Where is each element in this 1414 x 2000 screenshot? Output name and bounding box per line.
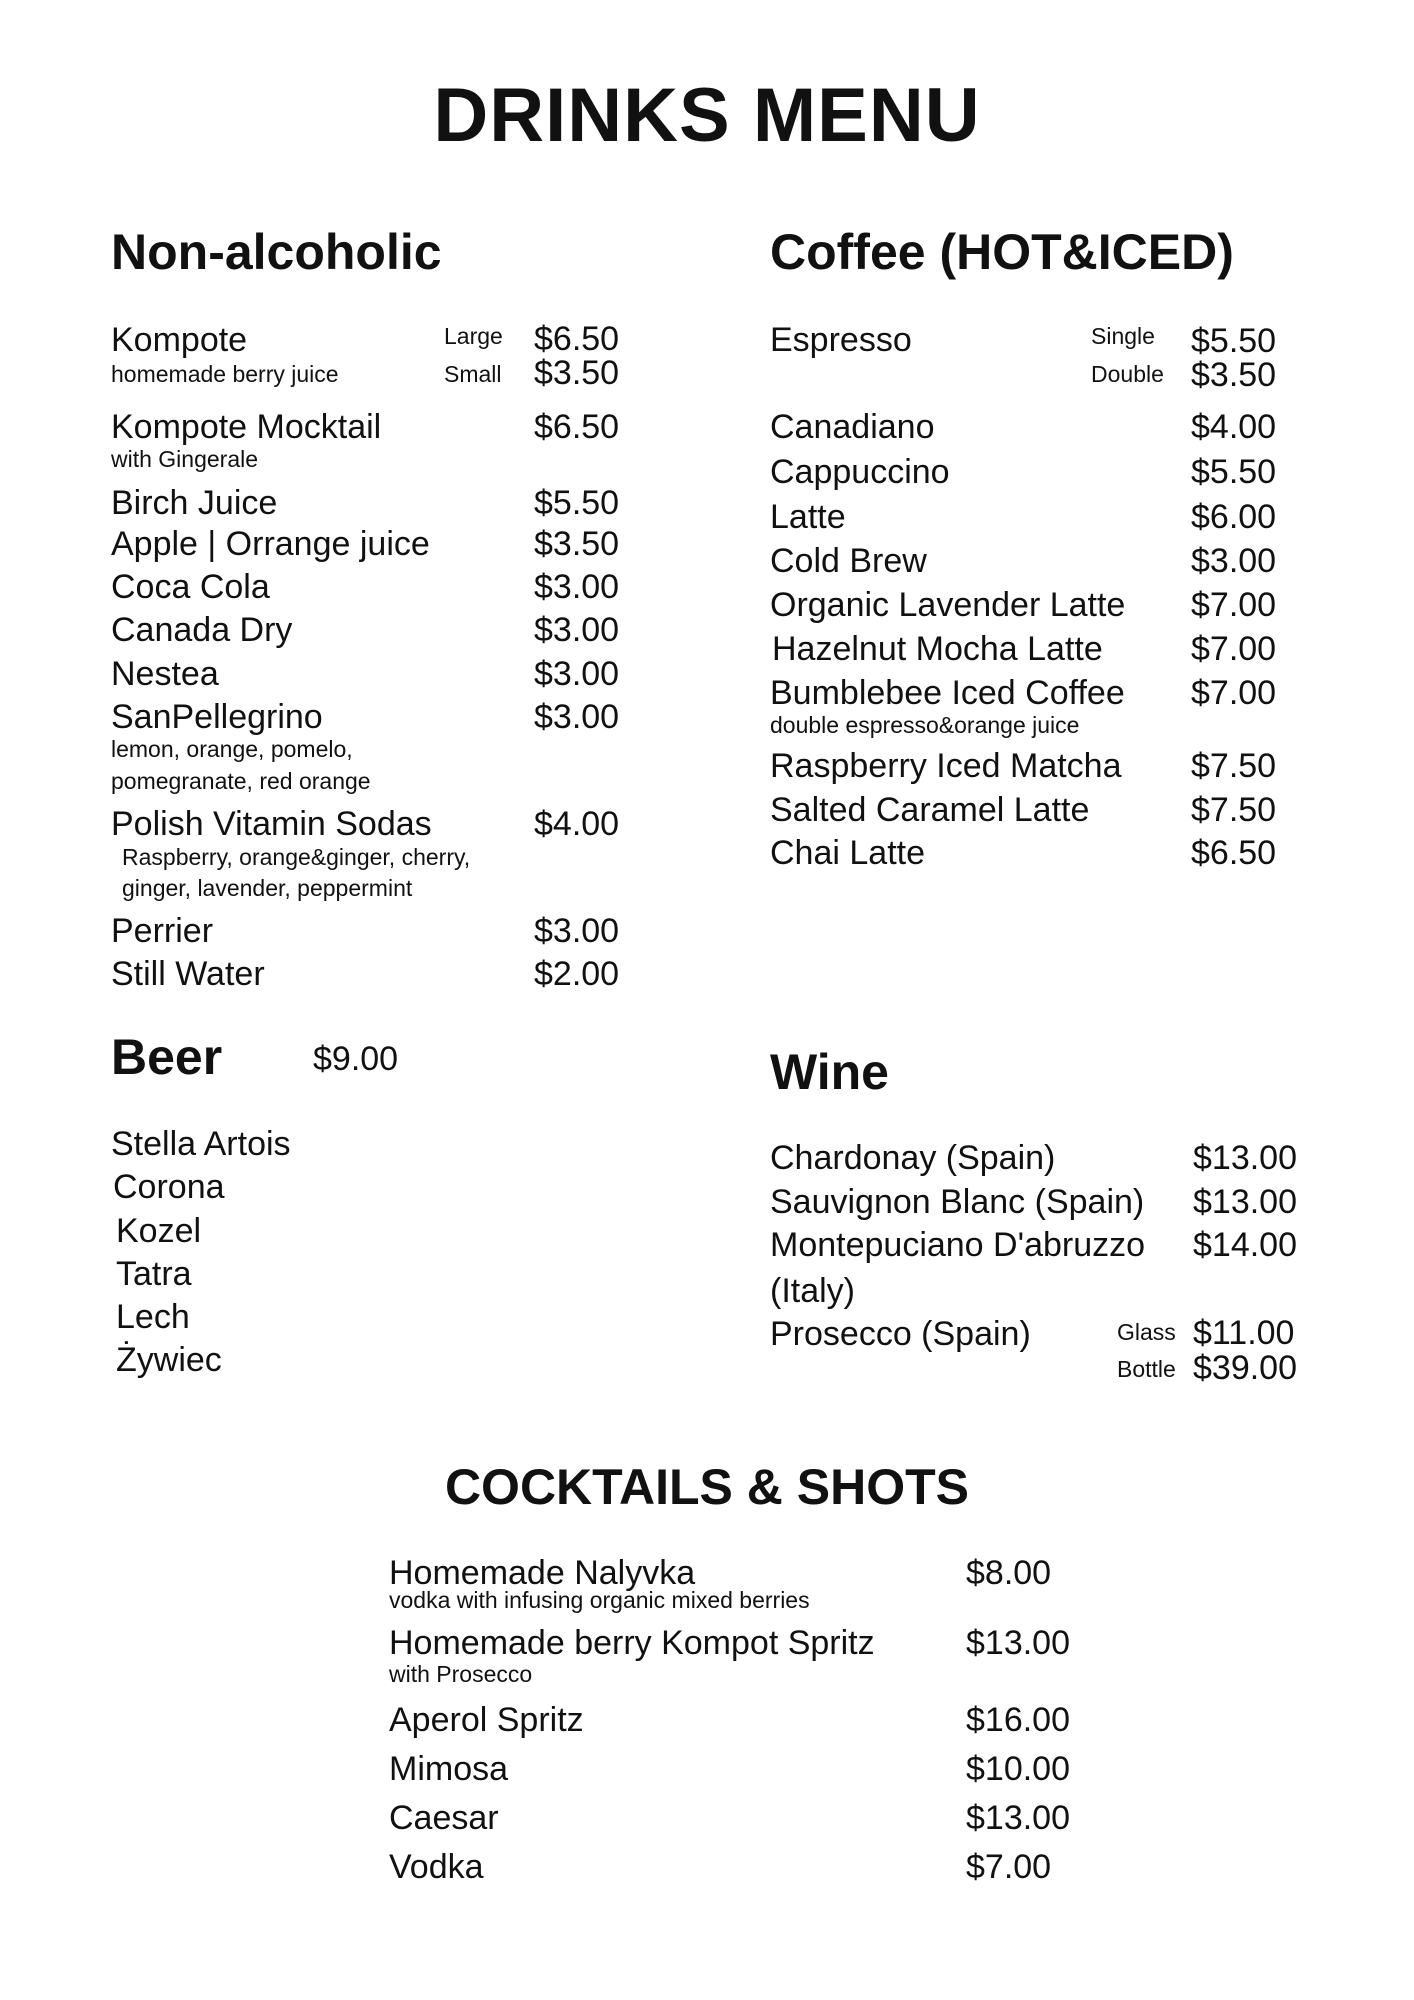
still-water-price: $2.00: [534, 955, 620, 993]
sauvignon-blanc-name: Sauvignon Blanc (Spain): [770, 1183, 1145, 1221]
kompot-spritz-desc: with Prosecco: [389, 1661, 533, 1687]
canada-dry-price: $3.00: [534, 611, 620, 649]
polish-vitamin-sodas-name: Polish Vitamin Sodas: [111, 805, 432, 843]
espresso-size-double: Double: [1091, 361, 1164, 387]
lavender-latte-name: Organic Lavender Latte: [770, 586, 1126, 624]
birch-juice-price: $5.50: [534, 484, 620, 522]
prosecco-name: Prosecco (Spain): [770, 1315, 1031, 1353]
beer-item: Corona: [113, 1168, 225, 1206]
kompote-size-large: Large: [444, 323, 503, 349]
apple-orange-juice-price: $3.50: [534, 525, 620, 563]
salted-caramel-latte-price: $7.50: [1191, 791, 1277, 829]
prosecco-size-bottle: Bottle: [1117, 1356, 1176, 1382]
bumblebee-iced-coffee-desc: double espresso&orange juice: [770, 712, 1080, 738]
still-water-name: Still Water: [111, 955, 265, 993]
beer-item: Tatra: [116, 1255, 192, 1293]
kompote-size-small: Small: [444, 361, 502, 387]
chardonay-price: $13.00: [1193, 1139, 1297, 1177]
kompot-spritz-name: Homemade berry Kompot Spritz: [389, 1624, 875, 1662]
aperol-spritz-name: Aperol Spritz: [389, 1701, 584, 1739]
kompote-mocktail-name: Kompote Mocktail: [111, 408, 382, 446]
canadiano-name: Canadiano: [770, 408, 935, 446]
bumblebee-iced-coffee-price: $7.00: [1191, 674, 1277, 712]
perrier-name: Perrier: [111, 912, 214, 950]
homemade-nalyvka-price: $8.00: [966, 1554, 1052, 1592]
espresso-price-double: $3.50: [1191, 356, 1277, 394]
sanpellegrino-name: SanPellegrino: [111, 698, 323, 736]
cocktails-heading: COCKTAILS & SHOTS: [444, 1459, 970, 1515]
hazelnut-mocha-latte-name: Hazelnut Mocha Latte: [772, 630, 1103, 668]
canadiano-price: $4.00: [1191, 408, 1277, 446]
chai-latte-name: Chai Latte: [770, 834, 925, 872]
wine-heading: Wine: [770, 1044, 889, 1100]
prosecco-price-glass: $11.00: [1193, 1314, 1295, 1352]
beer-item: Żywiec: [116, 1341, 222, 1379]
homemade-nalyvka-name: Homemade Nalyvka: [389, 1554, 696, 1592]
caesar-price: $13.00: [966, 1799, 1070, 1837]
beer-item: Kozel: [116, 1212, 202, 1250]
bumblebee-iced-coffee-name: Bumblebee Iced Coffee: [770, 674, 1125, 712]
kompote-mocktail-price: $6.50: [534, 408, 620, 446]
espresso-price-single: $5.50: [1191, 322, 1277, 360]
cappuccino-price: $5.50: [1191, 453, 1277, 491]
sanpellegrino-price: $3.00: [534, 698, 620, 736]
chai-latte-price: $6.50: [1191, 834, 1277, 872]
menu-title: DRINKS MENU: [433, 73, 981, 158]
vodka-name: Vodka: [389, 1848, 484, 1886]
apple-orange-juice-name: Apple | Orrange juice: [111, 525, 430, 563]
prosecco-price-bottle: $39.00: [1193, 1349, 1297, 1387]
birch-juice-name: Birch Juice: [111, 484, 278, 522]
homemade-nalyvka-desc: vodka with infusing organic mixed berries: [389, 1587, 810, 1613]
raspberry-iced-matcha-name: Raspberry Iced Matcha: [770, 747, 1122, 785]
beer-heading: Beer: [111, 1029, 223, 1085]
kompote-desc: homemade berry juice: [111, 361, 339, 387]
beer-item: Lech: [116, 1298, 190, 1336]
kompote-name: Kompote: [111, 321, 248, 359]
coca-cola-name: Coca Cola: [111, 568, 270, 606]
mimosa-name: Mimosa: [389, 1750, 509, 1788]
nestea-price: $3.00: [534, 655, 620, 693]
aperol-spritz-price: $16.00: [966, 1701, 1070, 1739]
espresso-size-single: Single: [1091, 323, 1155, 349]
coca-cola-price: $3.00: [534, 568, 620, 606]
sanpellegrino-desc-line2: pomegranate, red orange: [111, 768, 371, 794]
nestea-name: Nestea: [111, 655, 219, 693]
chardonay-name: Chardonay (Spain): [770, 1139, 1056, 1177]
kompote-price-large: $6.50: [534, 320, 620, 358]
raspberry-iced-matcha-price: $7.50: [1191, 747, 1277, 785]
perrier-price: $3.00: [534, 912, 620, 950]
espresso-name: Espresso: [770, 321, 912, 359]
cold-brew-price: $3.00: [1191, 542, 1277, 580]
sauvignon-blanc-price: $13.00: [1193, 1183, 1297, 1221]
cappuccino-name: Cappuccino: [770, 453, 950, 491]
caesar-name: Caesar: [389, 1799, 499, 1837]
latte-name: Latte: [770, 498, 846, 536]
montepuciano-origin: (Italy): [770, 1272, 855, 1310]
montepuciano-name: Montepuciano D'abruzzo: [770, 1226, 1146, 1264]
lavender-latte-price: $7.00: [1191, 586, 1277, 624]
hazelnut-mocha-latte-price: $7.00: [1191, 630, 1277, 668]
coffee-heading: Coffee (HOT&ICED): [770, 224, 1234, 280]
kompote-price-small: $3.50: [534, 354, 620, 392]
canada-dry-name: Canada Dry: [111, 611, 293, 649]
prosecco-size-glass: Glass: [1117, 1319, 1176, 1345]
salted-caramel-latte-name: Salted Caramel Latte: [770, 791, 1090, 829]
polish-vitamin-sodas-desc-line2: ginger, lavender, peppermint: [122, 875, 413, 901]
sanpellegrino-desc-line1: lemon, orange, pomelo,: [111, 736, 353, 762]
beer-item: Stella Artois: [111, 1125, 291, 1163]
kompote-mocktail-desc: with Gingerale: [111, 446, 259, 472]
polish-vitamin-sodas-price: $4.00: [534, 805, 620, 843]
montepuciano-price: $14.00: [1193, 1226, 1297, 1264]
latte-price: $6.00: [1191, 498, 1277, 536]
non-alcoholic-heading: Non-alcoholic: [111, 224, 442, 280]
polish-vitamin-sodas-desc-line1: Raspberry, orange&ginger, cherry,: [122, 844, 471, 870]
vodka-price: $7.00: [966, 1848, 1052, 1886]
kompot-spritz-price: $13.00: [966, 1624, 1070, 1662]
cold-brew-name: Cold Brew: [770, 542, 927, 580]
beer-price: $9.00: [313, 1040, 399, 1078]
mimosa-price: $10.00: [966, 1750, 1070, 1788]
